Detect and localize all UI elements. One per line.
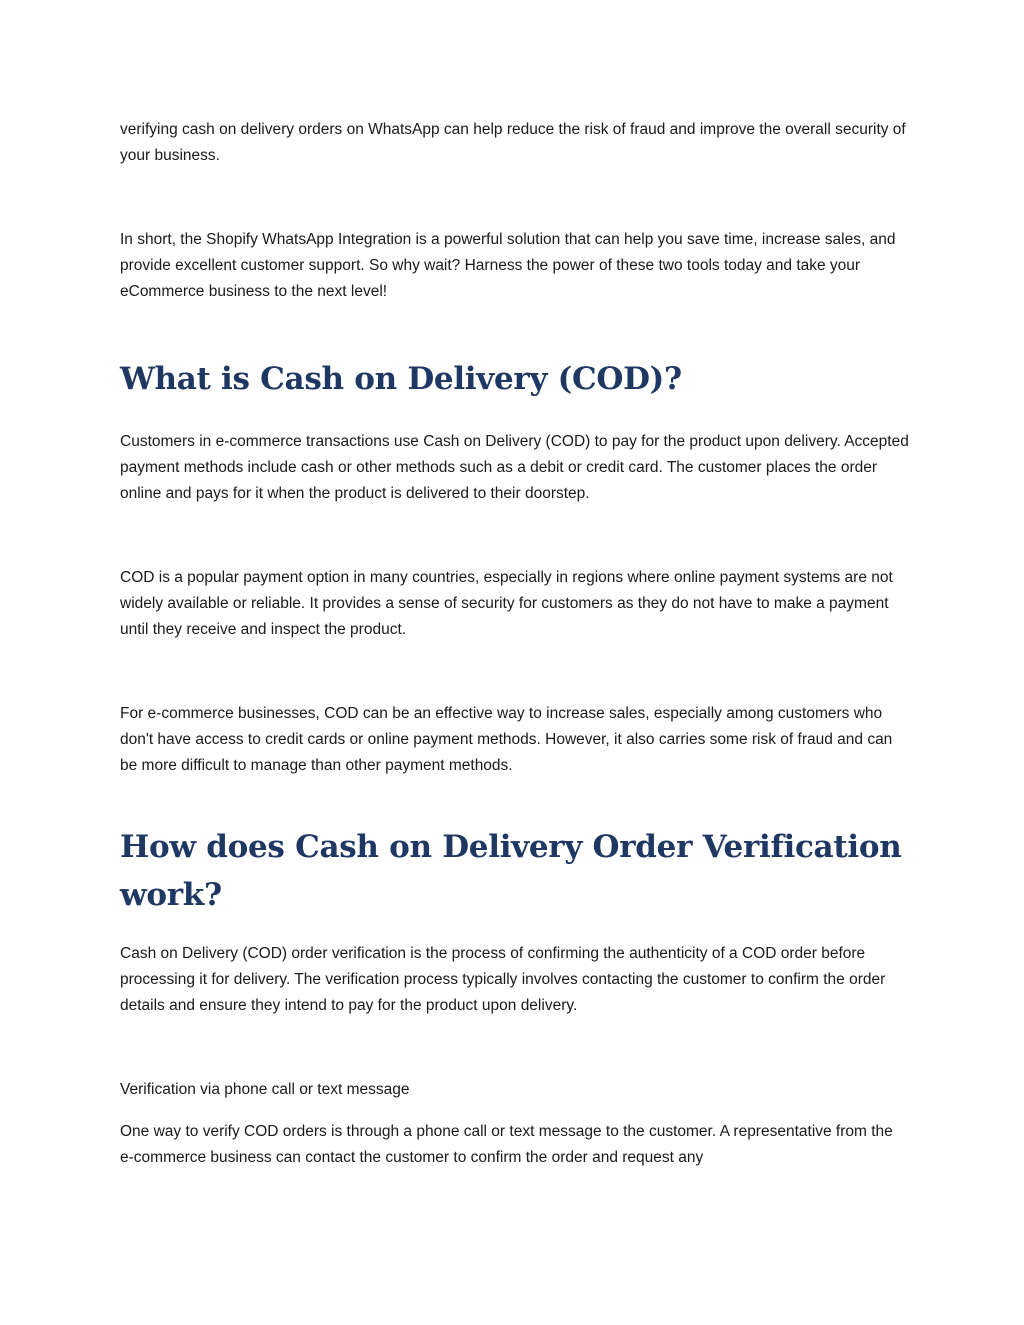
subheading-phone-verification: Verification via phone call or text message <box>120 1081 410 1098</box>
heading-what-is-cod: What is Cash on Delivery (COD)? <box>120 361 682 397</box>
paragraph-cod-business: For e-commerce businesses, COD can be an effective way to increase sales, especially among customers who don't have access to credit cards or online payment methods. However, it also carries some risk of fraud and can be more difficult to manage than other payment methods. <box>120 705 893 774</box>
paragraph-phone-verification: One way to verify COD orders is through a phone call or text message to the customer. A representative from the e-commerce business can contact the customer to confirm the order and request any <box>120 1123 893 1166</box>
paragraph-shopify-integration: In short, the Shopify WhatsApp Integration is a powerful solution that can help you save time, increase sales, and provide excellent customer support. So why wait? Harness the power of these two tools today and take your eCommerce business to the next level! <box>120 231 896 300</box>
document-page <box>120 117 910 1171</box>
paragraph-fraud-security: verifying cash on delivery orders on WhatsApp can help reduce the risk of fraud and improve the overall security of your business. <box>120 121 906 164</box>
heading-cod-verification: How does Cash on Delivery Order Verification work? <box>120 829 902 913</box>
paragraph-verification-process: Cash on Delivery (COD) order verification is the process of confirming the authenticity of a COD order before processing it for delivery. The verification process typically involves contacting the customer to confirm the order details and ensure they intend to pay for the product upon delivery. <box>120 945 886 1014</box>
paragraph-cod-definition: Customers in e-commerce transactions use Cash on Delivery (COD) to pay for the product upon delivery. Accepted payment methods include cash or other methods such as a debit or credit card. The customer places the order online and pays for it when the product is delivered to their doorstep. <box>120 433 909 502</box>
paragraph-cod-popularity: COD is a popular payment option in many countries, especially in regions where online payment systems are not widely available or reliable. It provides a sense of security for customers as they do not have to make a payment until they receive and inspect the product. <box>120 569 893 638</box>
